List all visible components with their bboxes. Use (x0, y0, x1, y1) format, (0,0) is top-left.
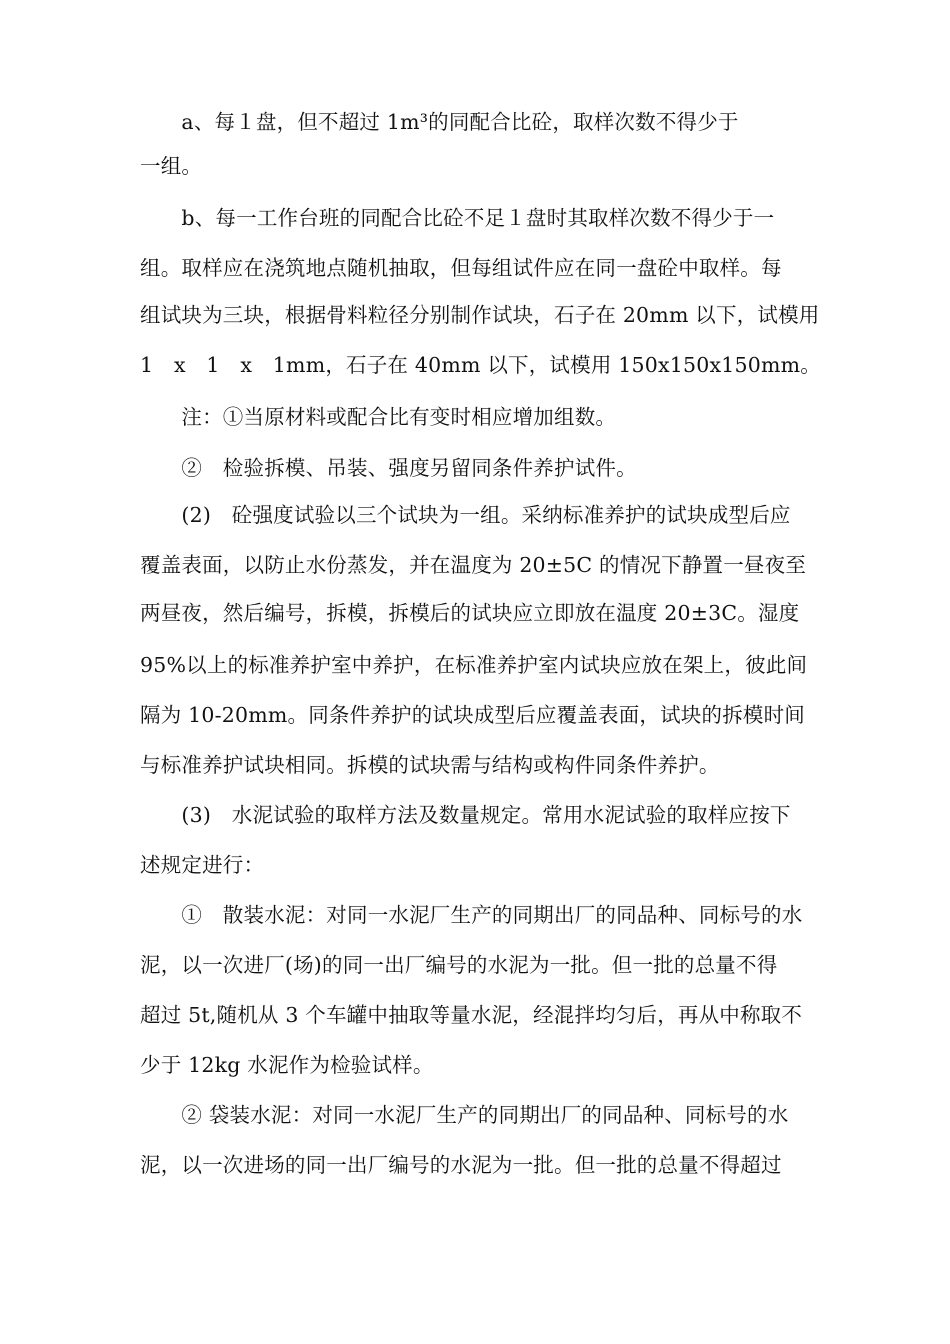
text-line-18: 泥，以一次进厂(场)的同一出厂编号的水泥为一批。但一批的总量不得 (140, 953, 778, 977)
text-line-12: 95%以上的标准养护室中养护，在标准养护室内试块应放在架上，彼此间 (140, 653, 808, 677)
text-line-9: (2) 砼强度试验以三个试块为一组。采纳标准养护的试块成型后应 (140, 503, 791, 527)
text-line-5: 组试块为三块，根据骨料粒径分别制作试块，石子在 20mm 以下，试模用 (140, 303, 820, 327)
text-line-10: 覆盖表面，以防止水份蒸发，并在温度为 20±5C 的情况下静置一昼夜至 (140, 553, 807, 577)
text-line-14: 与标准养护试块相同。拆模的试块需与结构或构件同条件养护。 (140, 753, 720, 777)
text-line-2: 一组。 (140, 154, 203, 178)
text-line-21: ② 袋装水泥：对同一水泥厂生产的同期出厂的同品种、同标号的水 (140, 1103, 789, 1127)
text-line-11: 两昼夜，然后编号，拆模，拆模后的试块应立即放在温度 20±3C。湿度 (140, 601, 800, 625)
text-line-6: 1 x 1 x 1mm，石子在 40mm 以下，试模用 150x150x150mm。 (140, 353, 821, 377)
text-line-22: 泥，以一次进场的同一出厂编号的水泥为一批。但一批的总量不得超过 (140, 1153, 782, 1177)
text-line-19: 超过 5t,随机从 3 个车罐中抽取等量水泥，经混拌均匀后，再从中称取不 (140, 1003, 803, 1027)
text-line-8: ② 检验拆模、吊装、强度另留同条件养护试件。 (140, 456, 637, 480)
text-line-4: 组。取样应在浇筑地点随机抽取，但每组试件应在同一盘砼中取样。每 (140, 256, 782, 280)
text-line-16: 述规定进行： (140, 853, 265, 877)
text-line-17: ① 散装水泥：对同一水泥厂生产的同期出厂的同品种、同标号的水 (140, 903, 803, 927)
text-line-20: 少于 12kg 水泥作为检验试样。 (140, 1053, 434, 1077)
text-line-15: (3) 水泥试验的取样方法及数量规定。常用水泥试验的取样应按下 (140, 803, 791, 827)
text-line-3: b、每一工作台班的同配合比砼不足１盘时其取样次数不得少于一 (140, 206, 775, 230)
text-line-1: a、每１盘，但不超过 1m³的同配合比砼，取样次数不得少于 (140, 110, 739, 134)
text-line-7: 注：①当原材料或配合比有变时相应增加组数。 (140, 405, 617, 429)
text-line-13: 隔为 10-20mm。同条件养护的试块成型后应覆盖表面，试块的拆模时间 (140, 703, 805, 727)
